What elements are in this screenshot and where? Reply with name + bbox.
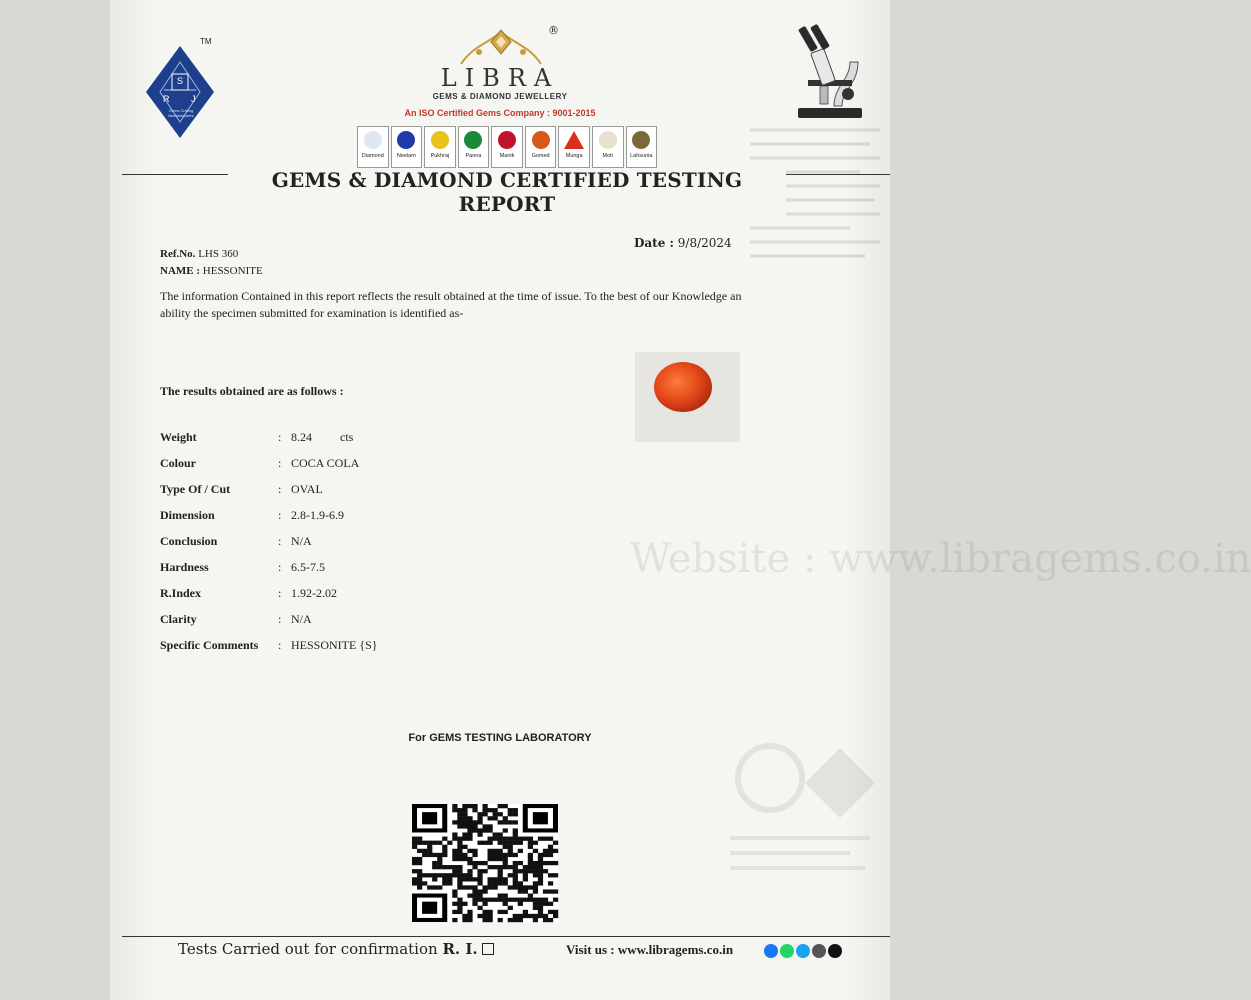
registered-mark: ® [548,24,559,37]
result-value: N/A [291,534,312,548]
date-value: 9/8/2024 [677,236,732,250]
result-colon: : [278,534,282,548]
gem-label: Lahsunia [630,153,653,159]
visit-label: Visit us : [566,942,615,957]
gem-label: Gomed [531,153,550,159]
result-value: 8.24 [291,430,312,444]
gem-lahsunia-icon [632,131,650,149]
website-link[interactable]: www.libragems.co.in [617,942,734,957]
show-through-seal [730,738,880,878]
result-colon: : [278,508,282,522]
tests-code: R. I. [442,940,478,958]
result-row [160,560,560,580]
result-row [160,612,560,632]
tests-text: Tests Carried out for confirmation [178,940,438,958]
result-row [160,534,560,554]
reference-number [160,248,238,260]
gem-cell-panna [458,126,490,168]
camera-icon[interactable] [828,944,842,958]
result-colon: : [278,612,282,626]
brand-subtitle: GEMS & DIAMOND JEWELLERY [432,92,568,101]
name-label: NAME : [160,265,201,277]
result-label: Conclusion [160,534,218,548]
libra-crown-icon [453,24,549,68]
gem-munga-icon [564,131,584,149]
gem-pukhraj-icon [431,131,449,149]
gemstone-photo [635,352,740,442]
result-label: Specific Comments [160,638,259,652]
result-value: 1.92-2.02 [291,586,337,600]
result-colon: : [278,638,282,652]
report-title: GEMS & DIAMOND CERTIFIED TESTING REPORT [228,168,786,216]
result-label: Weight [160,430,197,444]
result-colon: : [278,430,282,444]
gem-cell-manik [491,126,523,168]
checkbox-icon [482,943,494,955]
result-value: 2.8-1.9-6.9 [291,508,344,522]
srj-letter-s: S [177,76,184,86]
hessonite-stone [654,362,712,412]
gem-cell-pukhraj [424,126,456,168]
gem-cell-moti [592,126,624,168]
tests-confirmation [178,940,494,958]
gem-label: Neelam [396,153,416,159]
gem-cell-munga [558,126,590,168]
gem-gomed-icon [532,131,550,149]
name-value: HESSONITE [202,265,263,277]
iso-certification: An ISO Certified Gems Company : 9001-2015 [404,108,596,118]
result-colon: : [278,560,282,574]
microscope-icon [790,22,870,122]
gem-label: Munga [565,153,583,159]
youtube-icon[interactable] [812,944,826,958]
result-colon: : [278,586,282,600]
gem-diamond-icon [364,131,382,149]
gem-label: Moti [602,153,613,159]
gem-manik-icon [498,131,516,149]
footer-rule [122,936,890,937]
visit-us [566,942,733,958]
gem-panna-icon [464,131,482,149]
result-row [160,638,560,658]
qr-code[interactable] [412,804,558,922]
result-unit: cts [340,430,354,444]
result-row [160,456,560,476]
result-value: COCA COLA [291,456,360,470]
result-label: Hardness [160,560,209,574]
lab-signature-line: For GEMS TESTING LABORATORY [408,732,592,744]
gem-strip [357,126,657,166]
gem-cell-lahsunia [626,126,658,168]
gem-neelam-icon [397,131,415,149]
srj-caption: Gems Cutting Manufacturers [168,108,194,118]
result-row [160,430,560,450]
ref-value: LHS 360 [198,248,239,260]
result-label: Clarity [160,612,197,626]
twitter-icon[interactable] [796,944,810,958]
result-row [160,586,560,606]
certificate-page [110,0,1251,1000]
result-colon: : [278,482,282,496]
trademark-mark: TM [200,37,212,46]
specimen-name [160,265,263,277]
result-value: 6.5-7.5 [291,560,325,574]
result-row [160,482,560,502]
gem-label: Panna [465,153,482,159]
gem-cell-diamond [357,126,389,168]
result-colon: : [278,456,282,470]
gem-label: Pukhraj [430,153,450,159]
result-value: HESSONITE {S} [291,638,378,652]
gem-moti-icon [599,131,617,149]
result-label: Type Of / Cut [160,482,231,496]
srj-letter-j: J [191,94,196,104]
result-label: Colour [160,456,196,470]
whatsapp-icon[interactable] [780,944,794,958]
gem-cell-neelam [391,126,423,168]
date-label: Date : [634,236,674,250]
report-date [634,236,732,250]
result-label: R.Index [160,586,202,600]
srj-letter-r: R [163,94,170,104]
gem-cell-gomed [525,126,557,168]
ref-label: Ref.No. [160,248,196,260]
result-row [160,508,560,528]
results-heading: The results obtained are as follows : [160,384,344,398]
intro-paragraph: The information Contained in this report reflects the result obtained at the time of issue. To the best of our Knowledge an ability the specimen submitted for examination is identified as- [160,289,742,320]
gem-label: Diamond [361,153,384,159]
result-value: N/A [291,612,312,626]
result-label: Dimension [160,508,215,522]
gem-label: Manik [499,153,515,159]
facebook-icon[interactable] [764,944,778,958]
website-watermark: Website : www.libragems.co.in [630,536,1251,582]
social-icons [764,944,842,958]
result-value: OVAL [291,482,323,496]
brand-name: LIBRA [440,64,560,92]
